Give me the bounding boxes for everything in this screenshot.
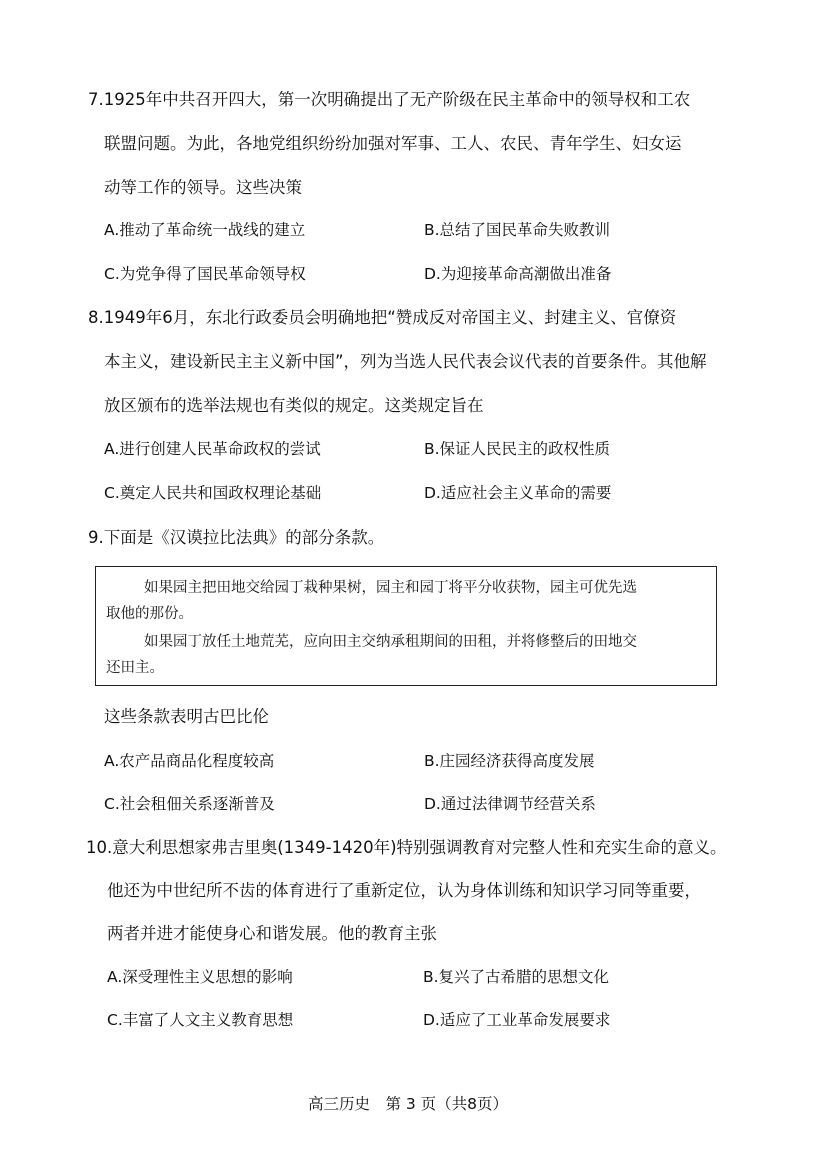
q7-stem-line-3: 动等工作的领导。这些决策 [104, 178, 302, 197]
q7-stem-line-1: 7.1925年中共召开四大，第一次明确提出了无产阶级在民主革命中的领导权和工农 [88, 90, 691, 109]
q10-option-a: A.深受理性主义思想的影响 [107, 968, 293, 986]
q9-stem: 9.下面是《汉谟拉比法典》的部分条款。 [88, 528, 385, 547]
q10-stem-line-3: 两者并进才能使身心和谐发展。他的教育主张 [107, 924, 437, 943]
q10-option-c: C.丰富了人文主义教育思想 [107, 1011, 294, 1029]
q10-option-d: D.适应了工业革命发展要求 [423, 1011, 611, 1029]
q9-option-a: A.农产品商品化程度较高 [104, 752, 275, 770]
page-footer: 高三历史 第 3 页（共8页） [307, 1095, 509, 1113]
q10-stem-line-1: 10.意大利思想家弗吉里奥(1349-1420年)特别强调教育对完整人性和充实生命的意义。 [86, 838, 727, 857]
q8-option-b: B.保证人民民主的政权性质 [424, 440, 611, 458]
q8-stem-line-3: 放区颁布的选举法规也有类似的规定。这类规定旨在 [104, 396, 484, 415]
q7-stem-line-2: 联盟问题。为此，各地党组织纷纷加强对军事、工人、农民、青年学生、妇女运 [104, 134, 682, 153]
q8-stem-line-2: 本主义，建设新民主主义新中国”，列为当选人民代表会议代表的首要条件。其他解 [104, 352, 707, 371]
q10-stem-line-2: 他还为中世纪所不齿的体育进行了重新定位，认为身体训练和知识学习同等重要， [107, 881, 701, 900]
q9-quote-line-1: 如果园主把田地交给园丁栽种果树，园主和园丁将平分收获物，园主可优先选 [144, 580, 637, 596]
q7-option-c: C.为党争得了国民革命领导权 [104, 265, 306, 283]
q10-option-b: B.复兴了古希腊的思想文化 [423, 968, 610, 986]
q8-option-a: A.进行创建人民革命政权的尝试 [104, 440, 321, 458]
q7-option-b: B.总结了国民革命失败教训 [424, 221, 611, 239]
q9-question: 这些条款表明古巴比伦 [104, 707, 269, 726]
q8-option-d: D.适应社会主义革命的需要 [424, 484, 612, 502]
q9-option-c: C.社会租佃关系逐渐普及 [104, 795, 275, 813]
q8-option-c: C.奠定人民共和国政权理论基础 [104, 484, 322, 502]
q9-quote-line-3: 如果园丁放任土地荒芜，应向田主交纳承租期间的田租，并将修整后的田地交 [144, 634, 637, 650]
q7-option-a: A.推动了革命统一战线的建立 [104, 221, 306, 239]
q8-stem-line-1: 8.1949年6月，东北行政委员会明确地把“赞成反对帝国主义、封建主义、官僚资 [88, 308, 677, 327]
q9-quote-line-4: 还田主。 [106, 660, 164, 676]
q9-quote-line-2: 取他的那份。 [106, 606, 193, 622]
q9-option-b: B.庄园经济获得高度发展 [424, 752, 595, 770]
q9-option-d: D.通过法律调节经营关系 [424, 795, 596, 813]
q7-option-d: D.为迎接革命高潮做出准备 [424, 265, 612, 283]
